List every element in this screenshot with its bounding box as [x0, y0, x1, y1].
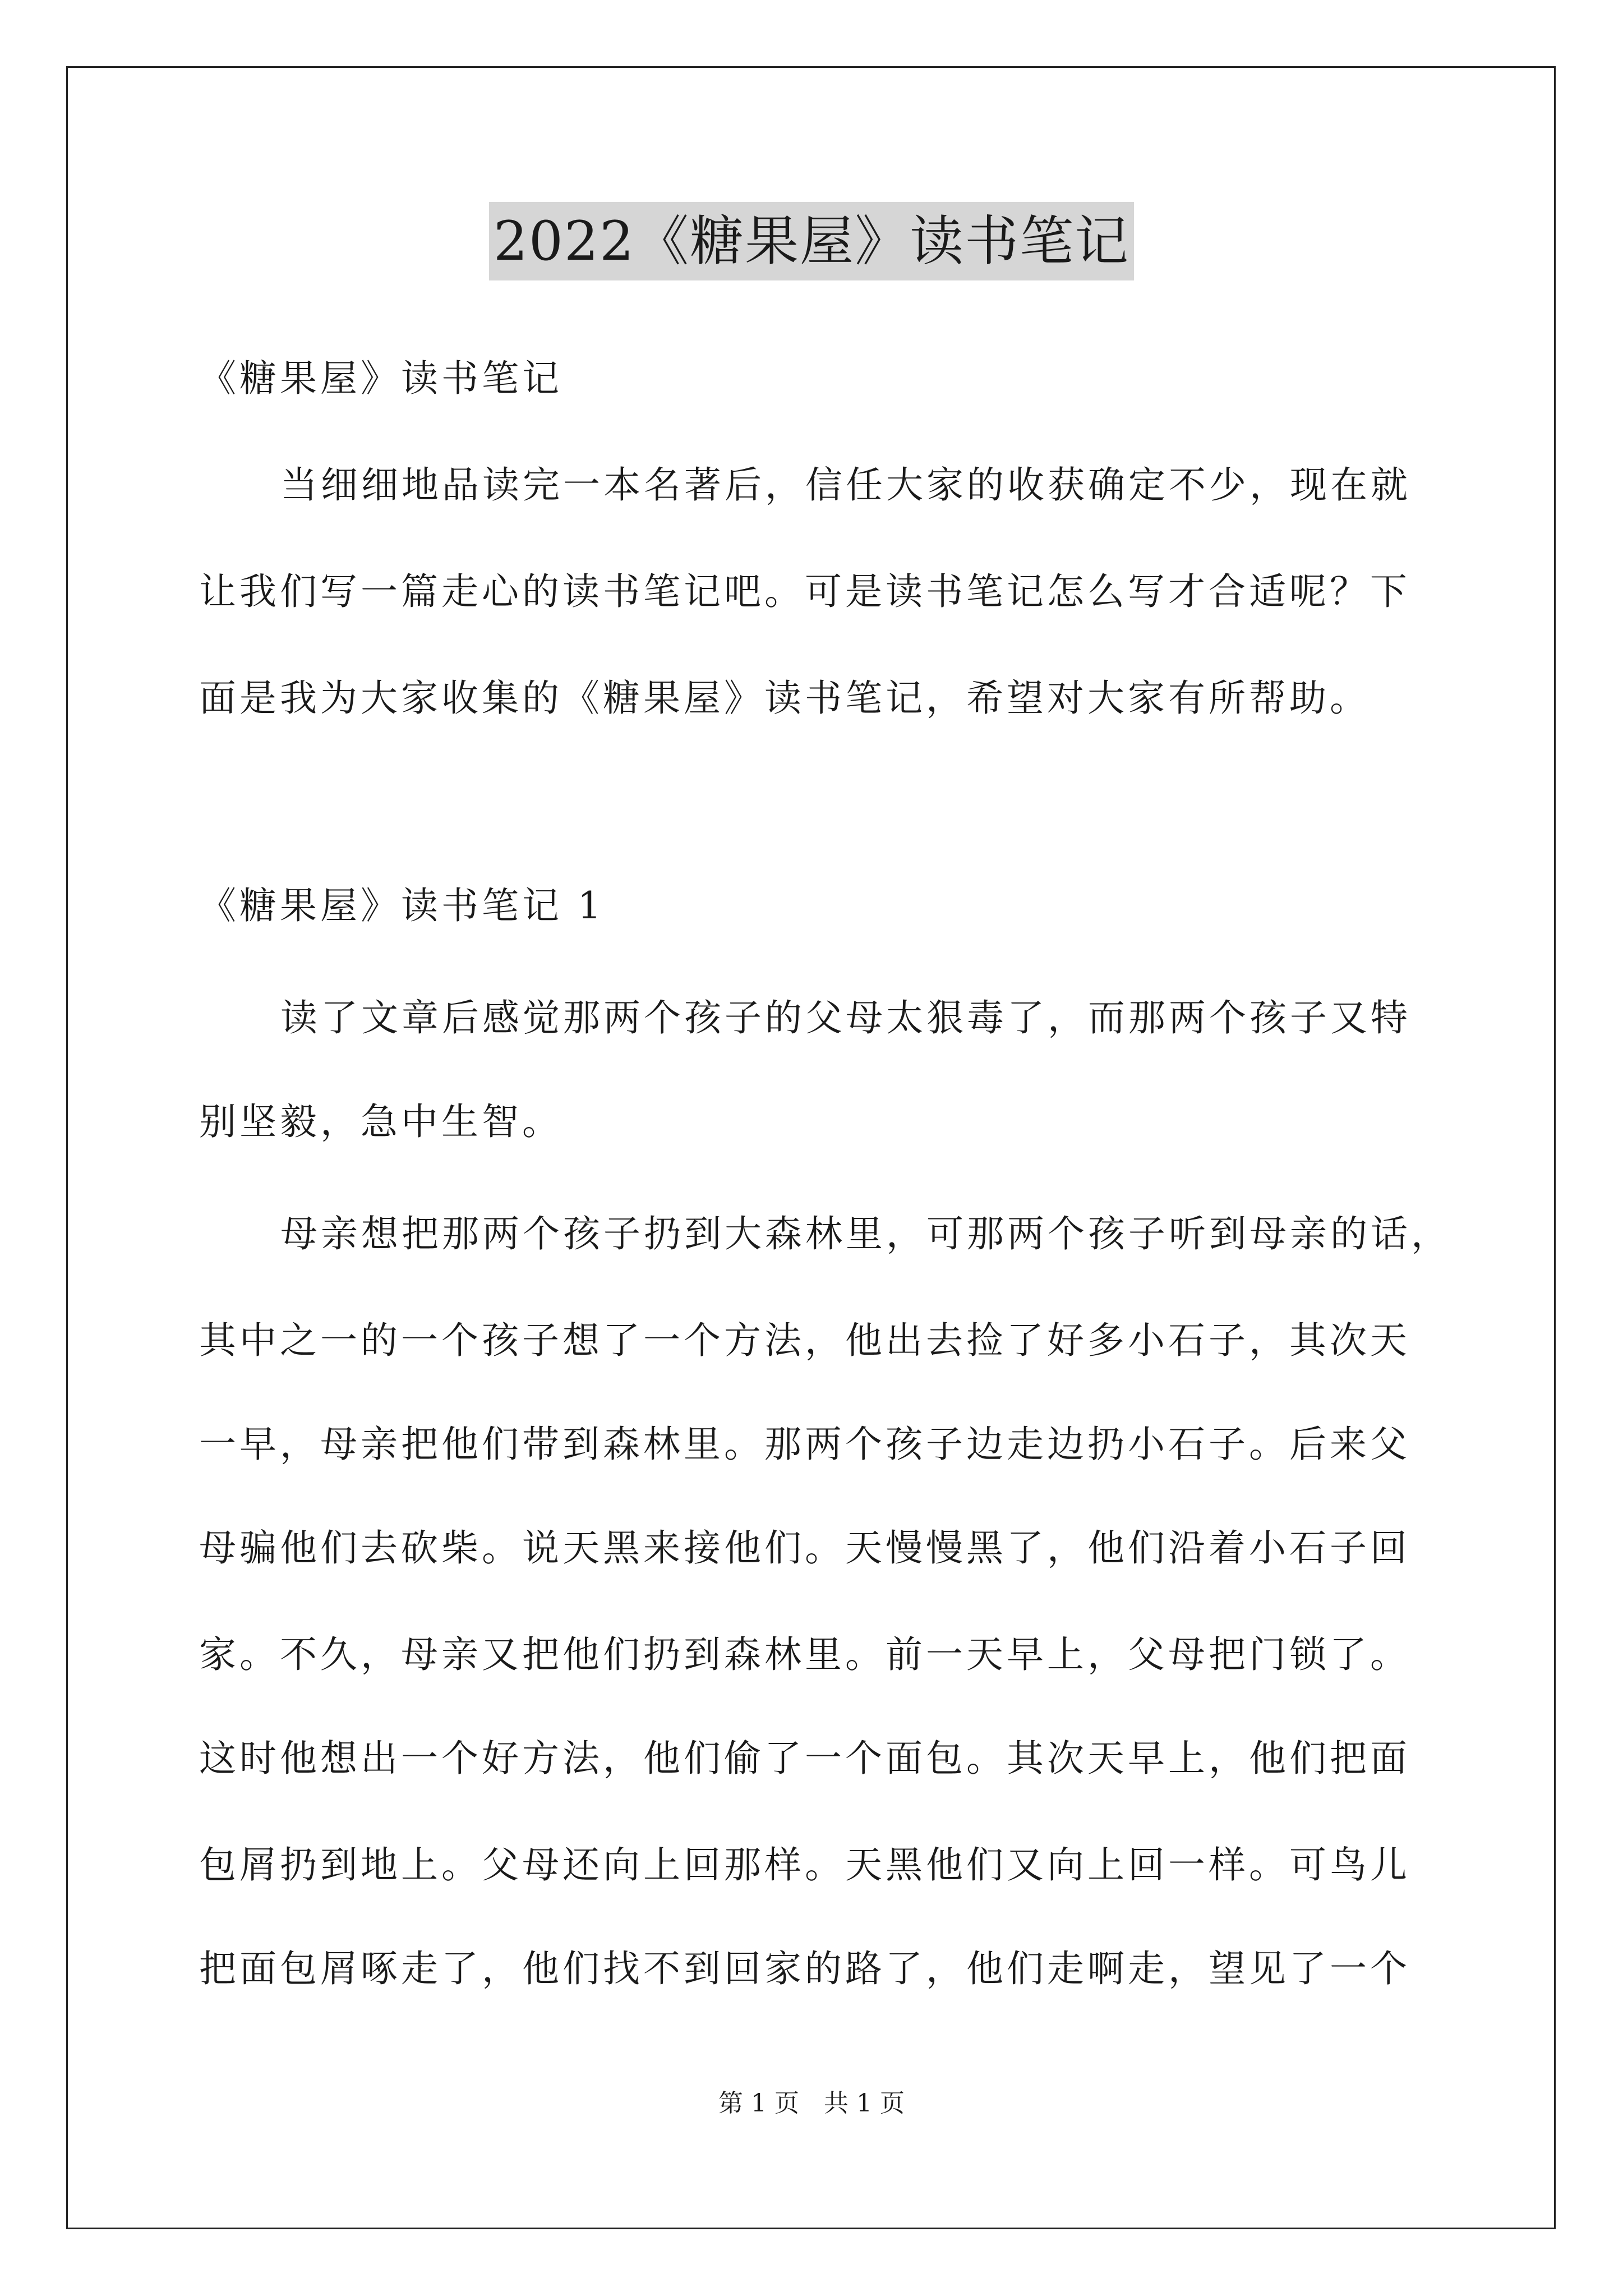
page-number: 第 1 页 共 1 页 [718, 2089, 905, 2118]
intro-line-3: 面是我为大家收集的《糖果屋》读书笔记，希望对大家有所帮助。 [199, 677, 1370, 720]
para2-line-7: 包屑扔到地上。父母还向上回那样。天黑他们又向上回一样。可鸟儿 [199, 1843, 1410, 1887]
para2-line-1: 母亲想把那两个孩子扔到大森林里，可那两个孩子听到母亲的话， [280, 1212, 1451, 1255]
para2-line-8: 把面包屑啄走了，他们找不到回家的路了，他们走啊走，望见了一个 [199, 1947, 1410, 1990]
para2-line-6: 这时他想出一个好方法，他们偷了一个面包。其次天早上，他们把面 [199, 1737, 1410, 1780]
para1-line-1: 读了文章后感觉那两个孩子的父母太狠毒了，而那两个孩子又特 [280, 996, 1411, 1039]
section-heading-1: 《糖果屋》读书笔记 1 [199, 884, 605, 927]
intro-line-2: 让我们写一篇走心的读书笔记吧。可是读书笔记怎么写才合适呢？下 [199, 570, 1410, 613]
title-container [0, 202, 1623, 280]
document-title: 2022《糖果屋》读书笔记 [489, 202, 1134, 280]
para2-line-2: 其中之一的一个孩子想了一个方法，他出去捡了好多小石子，其次天 [199, 1319, 1410, 1362]
para1-line-2: 别坚毅，急中生智。 [199, 1100, 562, 1143]
intro-heading: 《糖果屋》读书笔记 [199, 357, 562, 400]
intro-line-1: 当细细地品读完一本名著后，信任大家的收获确定不少，现在就 [280, 463, 1411, 507]
para2-line-5: 家。不久，母亲又把他们扔到森林里。前一天早上，父母把门锁了。 [199, 1633, 1410, 1676]
para2-line-4: 母骗他们去砍柴。说天黑来接他们。天慢慢黑了，他们沿着小石子回 [199, 1526, 1410, 1570]
para2-line-3: 一早，母亲把他们带到森林里。那两个孩子边走边扔小石子。后来父 [199, 1423, 1410, 1466]
